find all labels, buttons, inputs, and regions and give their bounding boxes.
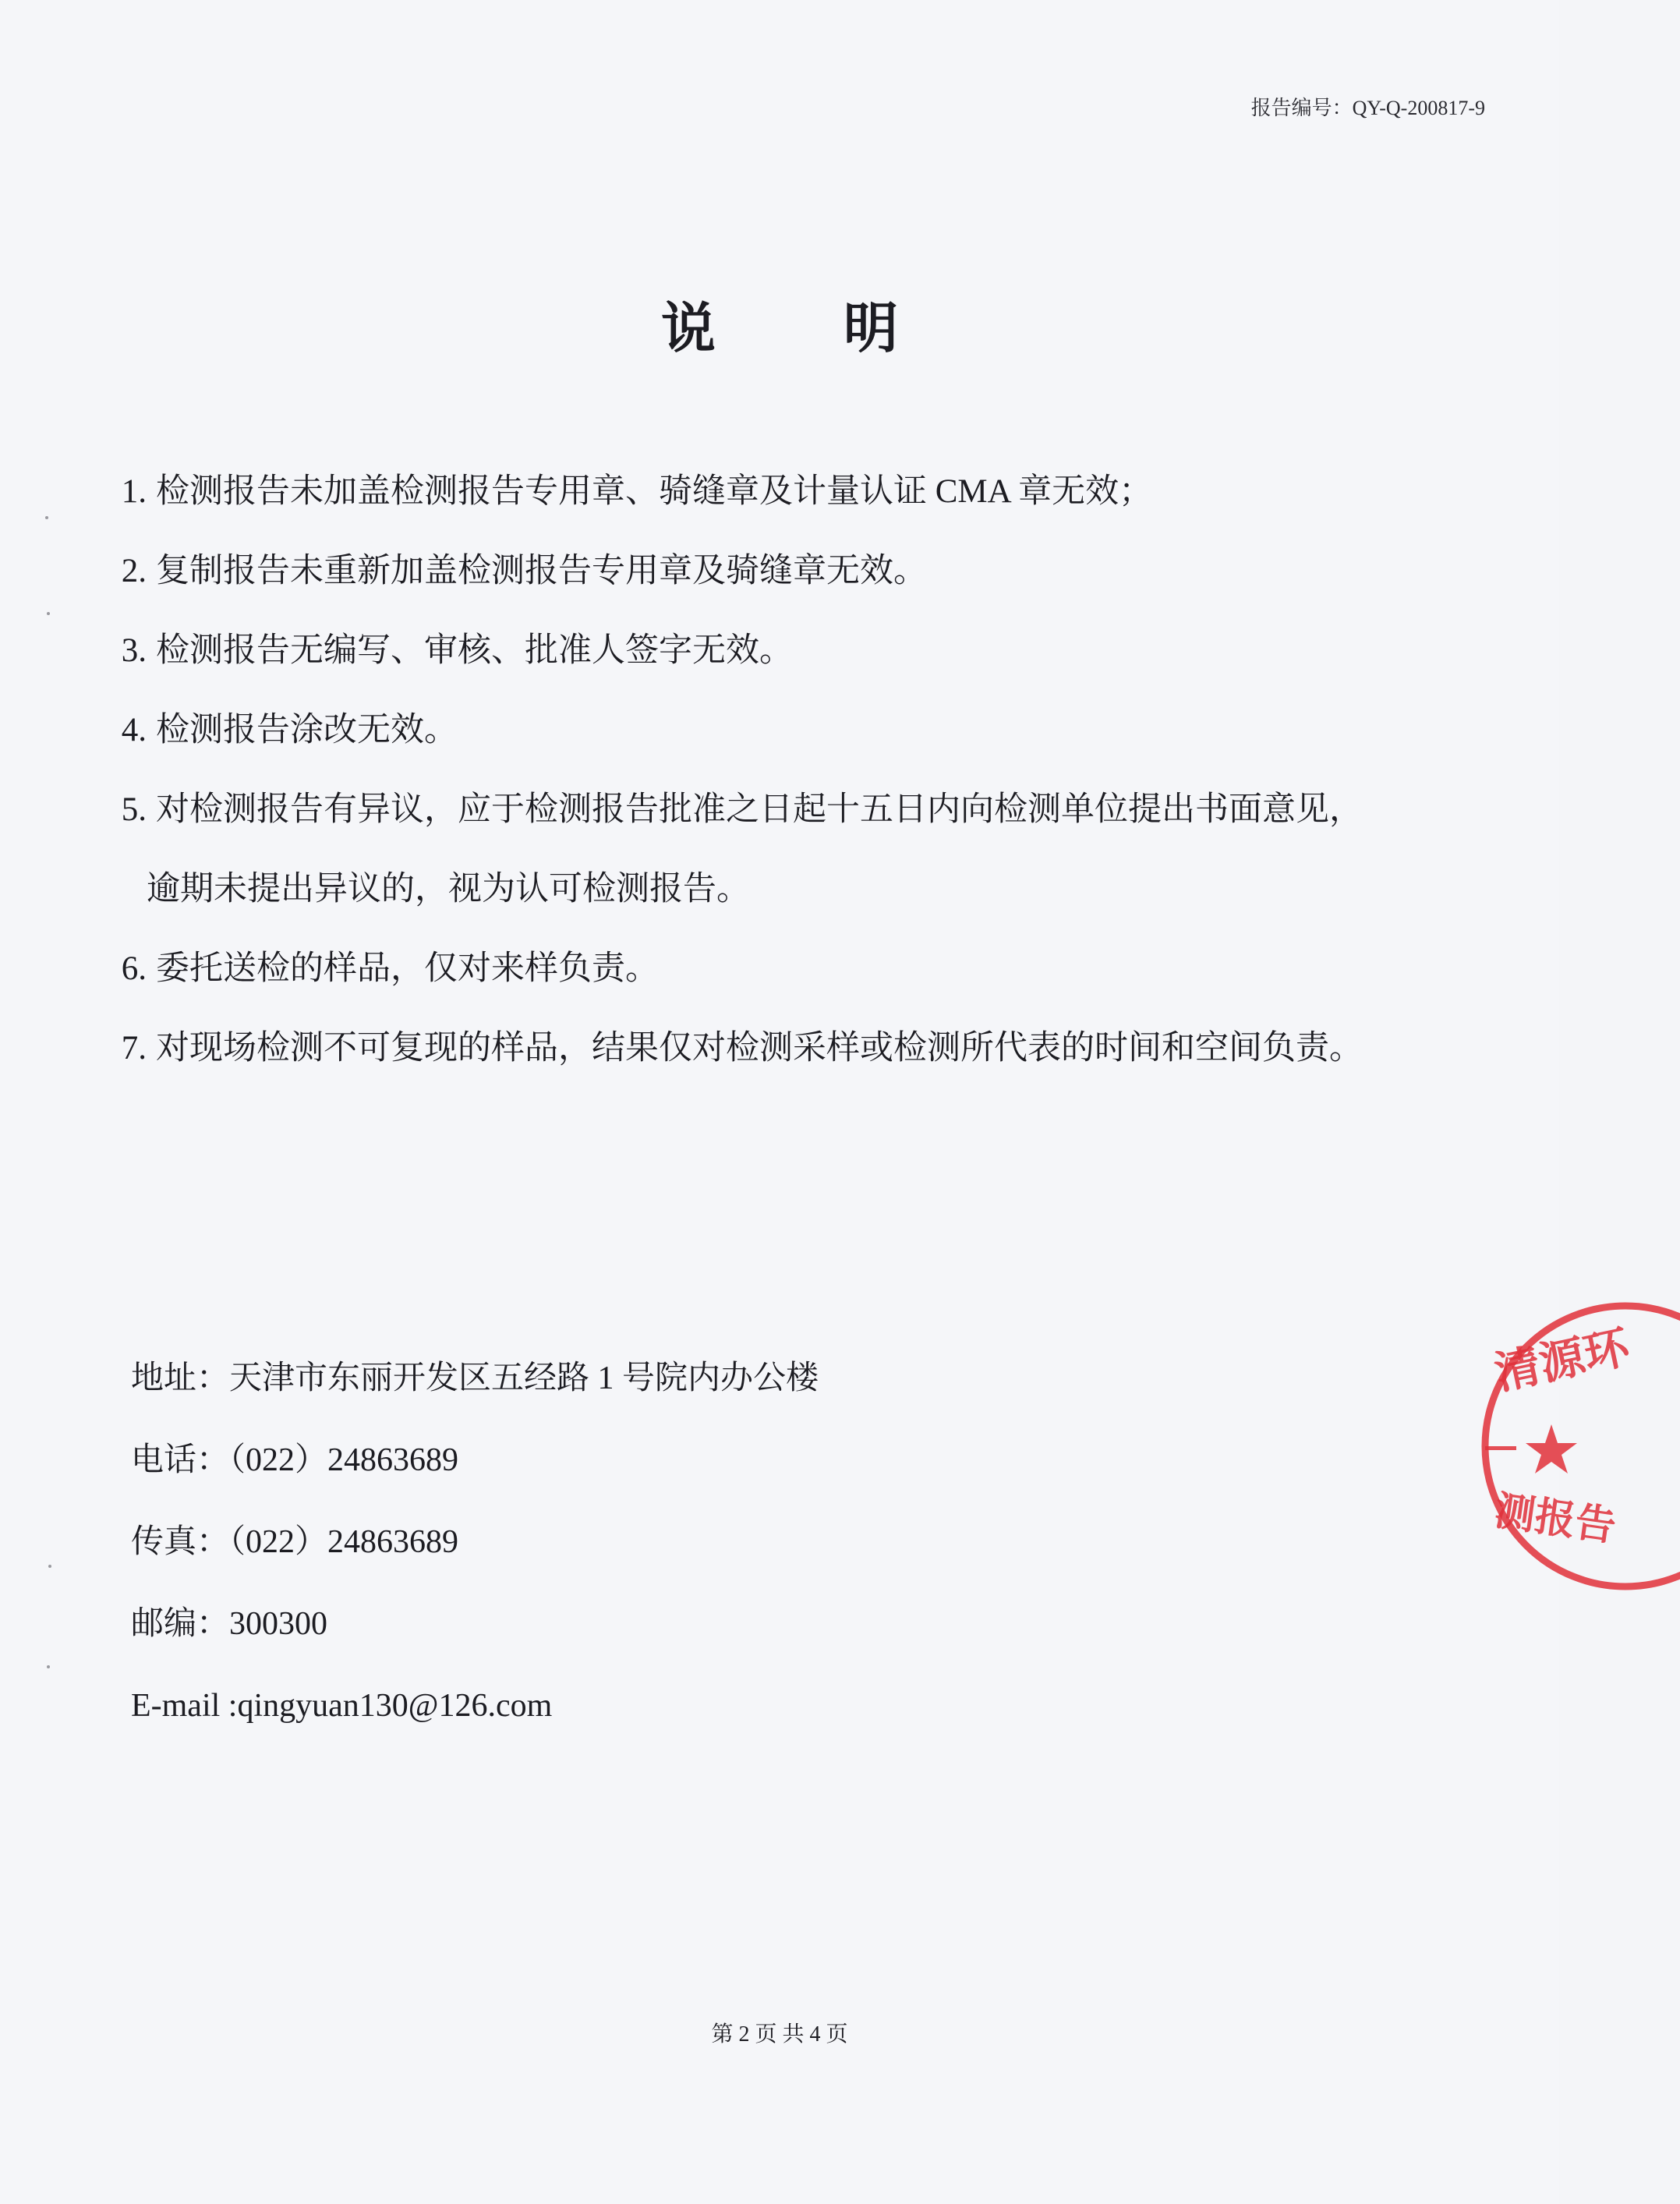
- note-item: [94, 611, 1481, 691]
- scan-speck: [47, 612, 50, 615]
- note-number: 1.: [121, 473, 147, 510]
- seal-text-top: 清源环: [1490, 1320, 1634, 1400]
- seal-text-bottom: 测报告: [1491, 1488, 1619, 1551]
- note-text: 检测报告无编写、审核、批准人签字无效。: [156, 632, 793, 669]
- note-item: [94, 452, 1481, 532]
- note-item: [94, 929, 1481, 1009]
- contact-fax: 传真：（022）24863689: [131, 1524, 459, 1560]
- note-text: 检测报告未加盖检测报告专用章、骑缝章及计量认证 CMA 章无效；: [156, 473, 1153, 510]
- scan-speck: [47, 1665, 50, 1668]
- note-text: 复制报告未重新加盖检测报告专用章及骑缝章无效。: [156, 553, 927, 589]
- note-item: [94, 532, 1481, 611]
- note-number: 6.: [121, 950, 147, 987]
- note-number: 4.: [121, 712, 147, 748]
- note-item: [94, 770, 1481, 850]
- note-item: [94, 1009, 1481, 1088]
- seal-stamp: [1477, 1290, 1680, 1602]
- contact-phone: 电话：（022）24863689: [131, 1442, 459, 1478]
- title-char-2: 明: [844, 296, 898, 360]
- contact-address: 地址：天津市东丽开发区五经路 1 号院内办公楼: [131, 1360, 819, 1396]
- note-number: 2.: [121, 553, 147, 589]
- note-text: 检测报告涂改无效。: [156, 712, 458, 748]
- page-footer: 第 2 页 共 4 页: [711, 2022, 848, 2047]
- note-continuation: [94, 850, 1481, 929]
- notes-list: [94, 452, 1481, 1088]
- contact-block: [131, 1338, 819, 1747]
- note-number: 5.: [121, 791, 147, 828]
- contact-postcode: 邮编：300300: [131, 1606, 328, 1642]
- contact-email: E-mail :qingyuan130@126.com: [131, 1688, 553, 1724]
- scan-speck: [48, 1565, 51, 1568]
- note-item: [94, 691, 1481, 770]
- note-text: 对现场检测不可复现的样品，结果仅对检测采样或检测所代表的时间和空间负责。: [156, 1030, 1363, 1067]
- note-number: 3.: [121, 632, 147, 669]
- report-number: 报告编号：QY-Q-200817-9: [1250, 97, 1485, 119]
- title-char-1: 说: [661, 296, 716, 360]
- scan-speck: [45, 516, 48, 519]
- note-text: 逾期未提出异议的，视为认可检测报告。: [147, 871, 750, 907]
- note-text: 委托送检的样品，仅对来样负责。: [156, 950, 659, 987]
- note-text: 对检测报告有异议，应于检测报告批准之日起十五日内向检测单位提出书面意见，: [156, 791, 1363, 828]
- note-number: 7.: [121, 1030, 147, 1067]
- page-title: [0, 285, 1559, 363]
